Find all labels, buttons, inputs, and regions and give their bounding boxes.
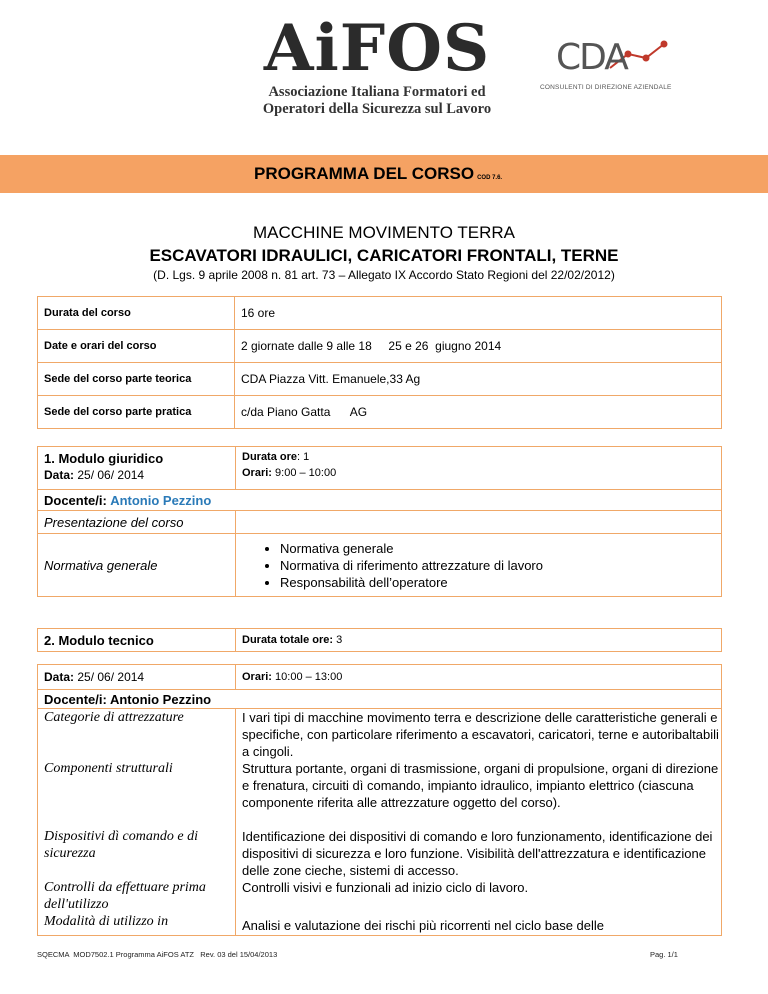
modulo-2-title: 2. Modulo tecnico xyxy=(38,629,236,652)
hours-label: Orari: xyxy=(242,467,272,479)
list-item: • Responsabilità dell’operatore xyxy=(280,574,721,591)
topic-cell: Dispositivi dì comando e di sicurezza xyxy=(38,828,236,879)
content-cell xyxy=(236,511,722,534)
table-row xyxy=(38,297,722,330)
topic-cell: Modalità di utilizzo in xyxy=(38,913,236,936)
topic-cell: Categorie di attrezzature xyxy=(38,709,236,761)
modulo-1-duration xyxy=(242,451,721,463)
info-value: 16 ore xyxy=(235,297,722,330)
info-label: Sede del corso parte pratica xyxy=(38,396,235,429)
course-subtitle: ESCAVATORI IDRAULICI, CARICATORI FRONTALI, TERNE xyxy=(149,246,619,265)
modulo-2-hours xyxy=(236,665,722,690)
duration-value: 3 xyxy=(336,634,343,646)
hours-value: 10:00 – 13:00 xyxy=(275,671,343,683)
teacher-name: Antonio Pezzino xyxy=(110,492,212,508)
table-row xyxy=(38,511,722,534)
hours-label: Orari: xyxy=(242,671,272,683)
info-label: Sede del corso parte teorica xyxy=(38,363,235,396)
info-value: c/da Piano Gatta AG xyxy=(235,396,722,429)
date-value: 25/ 06/ 2014 xyxy=(77,670,145,684)
course-info-table xyxy=(37,296,722,429)
table-row xyxy=(38,396,722,429)
program-banner xyxy=(0,155,768,193)
table-row xyxy=(38,828,722,879)
duration-label: Durata ore xyxy=(242,451,298,463)
list-item: • Normativa generale xyxy=(280,540,721,557)
footer-page-number: Pag. 1/1 xyxy=(650,950,678,959)
table-row xyxy=(38,534,722,597)
table-row xyxy=(38,709,722,761)
cda-logo-tagline: CONSULENTI DI DIREZIONE AZIENDALE xyxy=(540,84,672,91)
hours-value: 9:00 – 10:00 xyxy=(275,467,337,479)
aifos-logo-word: AiFOS xyxy=(263,11,491,86)
teacher-label: Docente/i: xyxy=(44,492,107,508)
content-cell: Struttura portante, organi di trasmissione, organi di propulsione, organi di direzione e frenatura, circuiti dì comando, impianto idraulico, impianto elettrico (ciascuna componente riferita alle attrezzature oggetto del corso). xyxy=(236,760,722,828)
modulo-1-title: 1. Modulo giuridico xyxy=(44,451,164,466)
modulo-1-teacher xyxy=(38,490,722,511)
duration-label: Durata totale ore: xyxy=(242,634,334,646)
content-cell xyxy=(236,534,722,597)
cda-logo xyxy=(536,38,676,102)
date-label: Data: xyxy=(44,468,75,482)
content-cell: Identificazione dei dispositivi di comando e loro funzionamento, identificazione dei dispositivi di sicurezza e loro funzione. Visibilità dell'attrezzatura e identificazione delle zone cieche, sistemi di accesso. xyxy=(236,828,722,879)
table-row xyxy=(38,665,722,690)
date-label: Data: xyxy=(44,670,75,684)
modulo-1-date xyxy=(44,468,235,482)
table-row xyxy=(38,760,722,828)
modulo-1-table xyxy=(37,446,722,597)
list-item: • Normativa di riferimento attrezzature di lavoro xyxy=(280,557,721,574)
modulo-2-duration xyxy=(236,629,722,652)
aifos-logo-line1: Associazione Italiana Formatori ed xyxy=(268,84,486,100)
banner-code: COD 7.6. xyxy=(477,175,503,181)
table-row xyxy=(38,363,722,396)
table-row xyxy=(38,690,722,709)
modulo-2-table xyxy=(37,664,722,936)
bullet-list xyxy=(242,540,721,591)
table-row xyxy=(38,447,722,490)
content-cell: Controlli visivi e funzionali ad inizio ciclo di lavoro. xyxy=(236,879,722,913)
info-value: 2 giornate dalle 9 alle 18 25 e 26 giugno 2014 xyxy=(235,330,722,363)
banner-title-text: PROGRAMMA DEL CORSO xyxy=(254,164,475,183)
table-row xyxy=(38,330,722,363)
aifos-logo xyxy=(248,11,506,120)
modulo-1-schedule xyxy=(236,447,722,490)
table-row xyxy=(38,913,722,936)
content-cell: I vari tipi di macchine movimento terra e descrizione delle caratteristiche generali e specifiche, con particolare riferimento a escavatori, caricatori, terne e autoribaltabili a cingoli. xyxy=(236,709,722,761)
info-label: Date e orari del corso xyxy=(38,330,235,363)
cda-logo-word: CDA xyxy=(556,37,627,78)
aifos-logo-line2: Operatori della Sicurezza sul Lavoro xyxy=(262,101,492,117)
modulo-1-header xyxy=(38,447,236,490)
info-value: CDA Piazza Vitt. Emanuele,33 Ag xyxy=(235,363,722,396)
table-row xyxy=(38,490,722,511)
table-row xyxy=(38,879,722,913)
info-label: Durata del corso xyxy=(38,297,235,330)
topic-cell: Normativa generale xyxy=(38,534,236,597)
topic-cell: Componenti strutturali xyxy=(38,760,236,828)
modulo-2-date xyxy=(38,665,236,690)
footer-document-code: SQECMA MOD7502.1 Programma AiFOS ATZ Rev. 03 del 15/04/2013 xyxy=(37,950,278,959)
date-value: 25/ 06/ 2014 xyxy=(77,468,145,482)
banner-title xyxy=(254,164,502,184)
duration-value: : 1 xyxy=(297,451,310,463)
content-cell: Analisi e valutazione dei rischi più ricorrenti nel ciclo base delle xyxy=(236,913,722,936)
topic-cell: Controlli da effettuare prima dell'utilizzo xyxy=(38,879,236,913)
course-legal-reference: (D. Lgs. 9 aprile 2008 n. 81 art. 73 – Allegato IX Accordo Stato Regioni del 22/02/2012) xyxy=(153,268,615,282)
modulo-2-header-table xyxy=(37,628,722,652)
topic-cell: Presentazione del corso xyxy=(38,511,236,534)
course-title: MACCHINE MOVIMENTO TERRA xyxy=(253,223,515,242)
table-row xyxy=(38,629,722,652)
modulo-2-teacher: Docente/i: Antonio Pezzino xyxy=(38,690,722,709)
modulo-1-hours xyxy=(242,467,721,479)
